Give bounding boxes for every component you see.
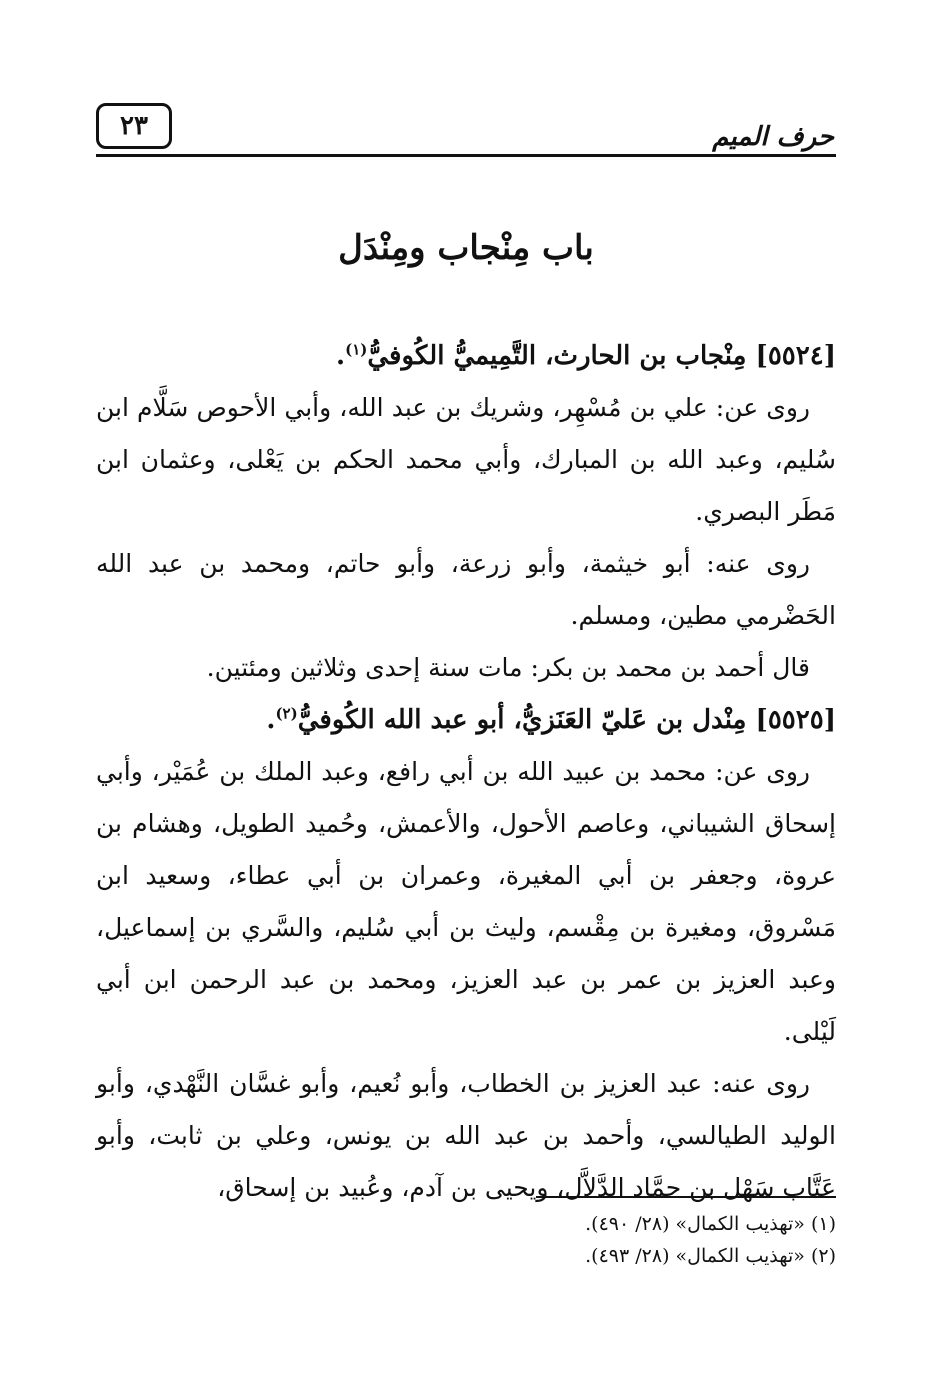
footnote-reference[interactable]: (١) bbox=[345, 340, 368, 359]
paragraph: روى عنه: أبو خيثمة، وأبو زرعة، وأبو حاتم، ومحمد بن عبد الله الحَضْرمي مطين، ومسلم. bbox=[96, 549, 836, 630]
paragraph: قال أحمد بن محمد بن بكر: مات سنة إحدى وثلاثين ومئتين. bbox=[206, 653, 810, 682]
entry-heading-text: [٥٥٢٥] مِنْدل بن عَليّ العَنَزيُّ، أبو عبد الله الكُوفيُّ bbox=[297, 705, 836, 735]
paragraph: روى عنه: عبد العزيز بن الخطاب، وأبو نُعيم، وأبو غسَّان النَّهْدي، وأبو الوليد الطيالسي، وأحمد بن عبد الله بن يونس، وعلي بن ثابت، وأبو عَتَّاب سَهْل بن حمَّاد الدَّلاَّل، ويحيى بن آدم، وعُبيد بن إسحاق، bbox=[96, 1069, 836, 1202]
footnote-reference[interactable]: (٢) bbox=[275, 704, 298, 723]
paragraph: روى عن: محمد بن عبيد الله بن أبي رافع، وعبد الملك بن عُمَيْر، وأبي إسحاق الشيباني، وعاصم الأحول، والأعمش، وحُميد الطويل، وهشام بن عروة، وجعفر بن أبي المغيرة، وعمران بن أبي عطاء، وسعيد ابن مَسْروق، ومغيرة بن مِقْسم، وليث بن أبي سُليم، والسَّري بن إسماعيل، وعبد العزيز بن عمر بن عبد العزيز، ومحمد بن عبد الرحمن ابن أبي لَيْلى. bbox=[96, 757, 836, 1046]
footnotes bbox=[96, 1208, 836, 1272]
page-number-box bbox=[96, 103, 172, 149]
chapter-title: باب مِنْجاب ومِنْدَل bbox=[338, 228, 594, 268]
body-text bbox=[96, 330, 836, 1214]
entry-heading bbox=[96, 330, 836, 382]
entry-heading-end: . bbox=[336, 341, 346, 371]
paragraph: روى عن: علي بن مُسْهِر، وشريك بن عبد الله، وأبي الأحوص سَلَّام ابن سُليم، وعبد الله بن المبارك، وأبي محمد الحكم بن يَعْلى، وعثمان ابن مَطَر البصري. bbox=[96, 393, 836, 526]
footnote-rule bbox=[536, 1196, 836, 1198]
header-rule bbox=[96, 154, 836, 157]
entry-heading-text: [٥٥٢٤] مِنْجاب بن الحارث، التَّمِيميُّ الكُوفيُّ bbox=[367, 341, 836, 371]
entry-heading bbox=[96, 694, 836, 746]
page-number: ٢٣ bbox=[120, 111, 148, 141]
footnote: (٢) «تهذيب الكمال» (٢٨/ ٤٩٣). bbox=[585, 1245, 836, 1267]
footnote: (١) «تهذيب الكمال» (٢٨/ ٤٩٠). bbox=[585, 1213, 836, 1235]
entry-heading-end: . bbox=[266, 705, 276, 735]
running-title: حرف الميم bbox=[712, 122, 834, 152]
